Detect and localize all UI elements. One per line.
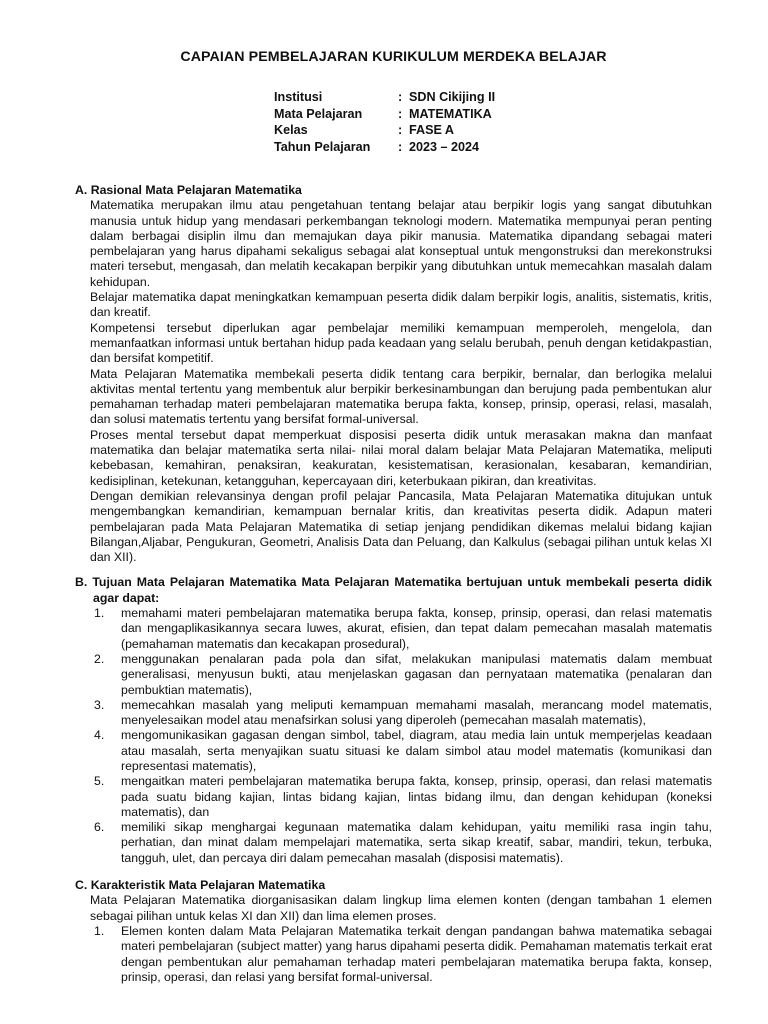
section-rasional (75, 183, 712, 565)
list-text: memiliki sikap menghargai kegunaan matematika dalam kehidupan, yaitu memiliki rasa ingin tahu, perhatian, dan minat dalam mempelajari matematika, serta sikap kreatif, sabar, mandiri, tekun, terbuka, tangguh, ulet, dan percaya diri dalam pemecahan masalah (disposisi matematis). (121, 820, 712, 865)
section-heading: A. Rasional Mata Pelajaran Matematika (75, 183, 302, 197)
list-item (94, 728, 712, 774)
info-row-kelas (274, 122, 712, 139)
paragraph: Belajar matematika dapat meningkatkan kemampuan peserta didik dalam berpikir logis, analitis, sistematis, kritis, dan kreatif. (90, 290, 712, 320)
list-item (94, 698, 712, 729)
identity-table (274, 89, 712, 155)
info-value: MATEMATIKA (409, 106, 492, 121)
characteristic-list (75, 924, 712, 985)
paragraph: Mata Pelajaran Matematika membekali peserta didik tentang cara berpikir, bernalar, dan berlogika melalui aktivitas mental tertentu yang membentuk alur berpikir berkesinambungan dan berujung pada pembentukan alur pemahaman terhadap materi pembelajaran matematika berupa fakta, konsep, prinsip, operasi, relasi, masalah, dan solusi matematis tertentu yang bersifat formal-universal. (90, 366, 712, 427)
list-number: 4. (94, 728, 105, 743)
section-heading: B. Tujuan Mata Pelajaran Matematika Mata Pelajaran Matematika bertujuan untuk membekali peserta didik agar dapat: (75, 575, 712, 605)
list-number: 2. (94, 651, 105, 666)
list-item (94, 820, 712, 866)
info-label: Mata Pelajaran (274, 106, 363, 121)
paragraph: Proses mental tersebut dapat memperkuat disposisi peserta didik untuk merasakan makna dan manfaat matematika dan belajar matematika serta nilai- nilai moral dalam belajar Mata Pelajaran Matematika, meliputi kebebasan, kemahiran, penaksiran, keakuratan, kesistematisan, kerasionalan, kesabaran, kemandirian, kedisiplinan, ketekunan, ketangguhan, kepercayaan diri, keterbukaan pikiran, dan kreativitas. (90, 427, 712, 488)
list-number: 1. (94, 923, 105, 938)
section-heading: C. Karakteristik Mata Pelajaran Matematika (75, 878, 326, 893)
paragraph: Kompetensi tersebut diperlukan agar pembelajar memiliki kemampuan memperoleh, mengelola, dan memanfaatkan informasi untuk bertahan hidup pada keadaan yang selalu berubah, penuh dengan ketidakpastian, dan bersifat kompetitif. (90, 320, 712, 366)
list-text: menggunakan penalaran pada pola dan sifat, melakukan manipulasi matematis dalam membuat generalisasi, menyusun bukti, atau menjelaskan gagasan dan pernyataan matematika (penalaran dan pembuktian matematis), (121, 651, 712, 697)
info-label: Kelas (274, 123, 308, 137)
list-number: 1. (94, 606, 105, 621)
paragraph: Dengan demikian relevansinya dengan profil pelajar Pancasila, Mata Pelajaran Matematika ditujukan untuk mengembangkan kemandirian, kemampuan bernalar kritis, dan kreativitas peserta didik. Adapun materi pembelajaran pada Mata Pelajaran Matematika di setiap jenjang pendidikan dikemas melalui bidang kajian Bilangan,Aljabar, Pengukuran, Geometri, Analisis Data dan Peluang, dan Kalkulus (sebagai pilihan untuk kelas XI dan XII). (90, 488, 712, 565)
list-item (94, 924, 712, 985)
list-number: 5. (94, 774, 105, 789)
info-label: Tahun Pelajaran (274, 139, 371, 154)
objective-list (75, 606, 712, 866)
list-number: 6. (94, 820, 105, 835)
paragraph: Matematika merupakan ilmu atau pengetahuan tentang belajar atau berpikir logis yang sangat dibutuhkan manusia untuk hidup yang mendasari perkembangan teknologi modern. Matematika mempunyai peran penting dalam berbagai disiplin ilmu dan memajukan daya pikir manusia. Matematika dipandang sebagai materi pembelajaran yang harus dipahami sekaligus sebagai alat konseptual untuk mengonstruksi dan merekonstruksi materi tersebut, mengasah, dan melatih kecakapan berpikir yang dibutuhkan untuk memecahkan masalah dalam kehidupan. (90, 198, 712, 289)
list-item (94, 606, 712, 652)
info-colon: : (398, 123, 403, 137)
info-colon: : (398, 139, 403, 154)
info-value: 2023 – 2024 (409, 139, 480, 154)
info-value: SDN Cikijing II (409, 90, 496, 104)
paragraph: Mata Pelajaran Matematika diorganisasikan dalam lingkup lima elemen konten (dengan tambahan 1 elemen sebagai pilihan untuk kelas XI dan XII) dan lima elemen proses. (90, 893, 712, 923)
info-row-tahun-pelajaran (274, 139, 712, 156)
section-karakteristik (75, 878, 712, 985)
list-text: memecahkan masalah yang meliputi kemampuan memahami masalah, merancang model matematis, menyelesaikan model atau menafsirkan solusi yang diperoleh (pemecahan masalah matematis), (121, 697, 712, 728)
section-tujuan (75, 575, 712, 866)
list-text: mengaitkan materi pembelajaran matematika berupa fakta, konsep, prinsip, operasi, dan relasi matematis pada suatu bidang kajian, lintas bidang kajian, lintas bidang ilmu, dan dengan kehidupan (koneksi matematis), dan (121, 774, 712, 819)
info-label: Institusi (274, 90, 323, 104)
info-colon: : (398, 106, 403, 121)
document-title: CAPAIAN PEMBELAJARAN KURIKULUM MERDEKA BELAJAR (180, 49, 607, 65)
info-value: FASE A (409, 123, 455, 137)
list-text: mengomunikasikan gagasan dengan simbol, tabel, diagram, atau media lain untuk memperjelas keadaan atau masalah, serta menyajikan suatu situasi ke dalam simbol atau model matematis (komunikasi dan representasi matematis), (121, 728, 712, 773)
list-text: Elemen konten dalam Mata Pelajaran Matematika terkait dengan pandangan bahwa matematika sebagai materi pembelajaran (subject matter) yang harus dipahami peserta didik. Pemahaman matematis terkait erat dengan pembentukan alur pemahaman terhadap materi pembelajaran matematika berupa fakta, konsep, prinsip, operasi, dan relasi yang bersifat formal-universal. (121, 923, 712, 984)
list-item (94, 652, 712, 698)
info-colon: : (398, 90, 403, 104)
info-row-mata-pelajaran (274, 106, 712, 123)
list-number: 3. (94, 697, 105, 712)
list-text: memahami materi pembelajaran matematika berupa fakta, konsep, prinsip, operasi, dan relasi matematis dan mengaplikasikannya secara luwes, akurat, efisien, dan tepat dalam pemecahan masalah matematis (pemahaman matematis dan kecakapan prosedural), (121, 606, 712, 651)
info-row-institusi (274, 89, 712, 106)
list-item (94, 774, 712, 820)
